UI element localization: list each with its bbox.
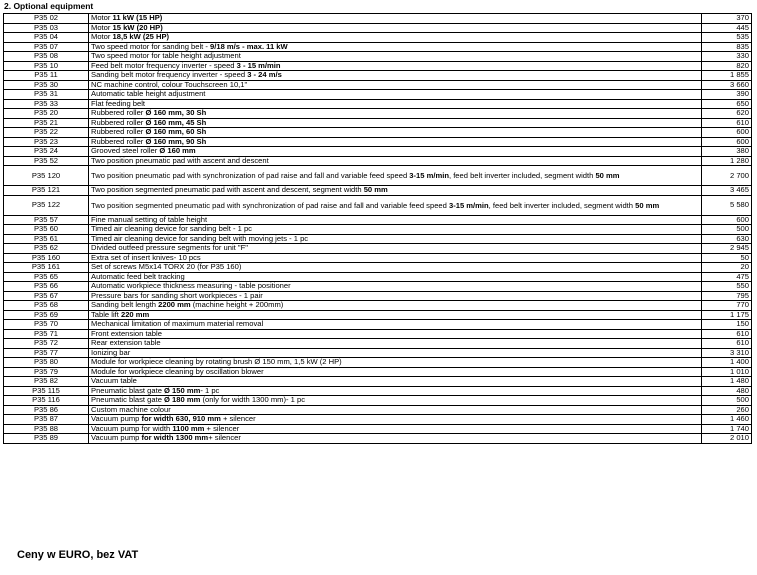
item-price: 50: [702, 253, 752, 263]
item-description: [89, 61, 702, 71]
table-row: [4, 23, 752, 33]
item-code: P35 61: [4, 234, 89, 244]
item-code: P35 77: [4, 348, 89, 358]
description-bold-part: Ø 160 mm: [159, 146, 196, 156]
description-part: Two position pneumatic pad with ascent and descent: [91, 156, 269, 165]
table-row: [4, 348, 752, 358]
table-row: [4, 434, 752, 444]
table-row: [4, 71, 752, 81]
item-code: P35 160: [4, 253, 89, 263]
description-part: Rubbered roller: [91, 108, 146, 118]
description-bold-part: Ø 160 mm, 60 Sh: [145, 127, 207, 137]
item-code: P35 69: [4, 310, 89, 320]
item-price: 610: [702, 339, 752, 349]
item-code: P35 57: [4, 215, 89, 225]
table-row: [4, 424, 752, 434]
item-code: P35 80: [4, 358, 89, 368]
item-price: 20: [702, 263, 752, 273]
item-description: [89, 329, 702, 339]
description-part: Rubbered roller: [91, 118, 146, 127]
description-part: Automatic workpiece thickness measuring - table positioner: [91, 281, 291, 291]
item-price: 610: [702, 329, 752, 339]
table-row: [4, 215, 752, 225]
description-bold-part: 9/18 m/s - max. 11 kW: [210, 42, 288, 51]
section-heading: 2. Optional equipment: [4, 1, 94, 11]
item-description: [89, 386, 702, 396]
item-price: 650: [702, 99, 752, 109]
description-bold-part: 15 kW (20 HP): [112, 23, 163, 32]
description-part: Timed air cleaning device for sanding belt with moving jets - 1 pc: [91, 234, 309, 243]
table-row: [4, 99, 752, 109]
item-code: P35 72: [4, 339, 89, 349]
item-price: 150: [702, 320, 752, 330]
table-row: [4, 156, 752, 166]
table-row: [4, 244, 752, 254]
item-description: [89, 424, 702, 434]
description-part: Rear extension table: [91, 338, 161, 348]
table-row: [4, 339, 752, 349]
item-code: P35 86: [4, 405, 89, 415]
description-part: Vacuum pump: [91, 414, 142, 424]
item-description: [89, 320, 702, 330]
item-description: [89, 225, 702, 235]
description-part: Rubbered roller: [91, 127, 146, 137]
item-code: P35 10: [4, 61, 89, 71]
description-bold-part: for width 1300 mm: [141, 433, 209, 443]
description-part: Module for workpiece cleaning by rotating brush Ø 150 mm, 1,5 kW (2 HP): [91, 357, 342, 367]
table-row: [4, 396, 752, 406]
item-code: P35 04: [4, 33, 89, 43]
item-price: 3 310: [702, 348, 752, 358]
table-row: [4, 80, 752, 90]
description-bold-part: 1100 mm: [172, 424, 205, 433]
item-price: 260: [702, 405, 752, 415]
description-part: Two speed motor for table height adjustment: [91, 51, 241, 61]
item-price: 600: [702, 137, 752, 147]
table-row: [4, 147, 752, 157]
item-code: P35 03: [4, 23, 89, 33]
description-part: Automatic table height adjustment: [91, 89, 206, 99]
table-row: [4, 329, 752, 339]
description-bold-part: 50 mm: [635, 200, 660, 210]
item-price: 795: [702, 291, 752, 301]
description-part: Extra set of insert knives- 10 pcs: [91, 253, 201, 262]
item-price: 2 010: [702, 434, 752, 444]
table-row: [4, 109, 752, 119]
description-part: Flat feeding belt: [91, 99, 146, 108]
table-row: [4, 225, 752, 235]
item-description: [89, 215, 702, 225]
table-row: [4, 61, 752, 71]
description-part: Sanding belt motor frequency inverter - speed: [91, 70, 248, 80]
item-price: 1 480: [702, 377, 752, 387]
item-price: 480: [702, 386, 752, 396]
description-part: Grooved steel roller: [91, 146, 160, 156]
item-price: 330: [702, 52, 752, 62]
description-part: (only for width 1300 mm)- 1 pc: [200, 395, 306, 405]
item-code: P35 70: [4, 320, 89, 330]
item-price: 1 010: [702, 367, 752, 377]
item-description: [89, 358, 702, 368]
item-description: [89, 253, 702, 263]
table-row: [4, 195, 752, 215]
description-part: Rubbered roller: [91, 137, 146, 146]
item-price: 550: [702, 282, 752, 292]
item-code: P35 68: [4, 301, 89, 311]
item-code: P35 31: [4, 90, 89, 100]
item-price: 620: [702, 109, 752, 119]
table-row: [4, 367, 752, 377]
description-part: Custom machine colour: [91, 405, 171, 414]
item-code: P35 07: [4, 42, 89, 52]
description-part: + silencer: [204, 424, 240, 433]
item-price: 445: [702, 23, 752, 33]
item-price: 2 700: [702, 166, 752, 186]
item-description: [89, 186, 702, 196]
item-code: P35 02: [4, 14, 89, 24]
item-price: 5 580: [702, 195, 752, 215]
description-bold-part: Ø 150 mm: [164, 386, 201, 395]
item-code: P35 66: [4, 282, 89, 292]
table-row: [4, 253, 752, 263]
description-bold-part: 11 kW (15 HP): [112, 13, 163, 23]
item-code: P35 21: [4, 118, 89, 128]
description-part: Table lift: [91, 310, 121, 319]
table-row: [4, 118, 752, 128]
table-body: [4, 14, 752, 444]
item-description: [89, 52, 702, 62]
description-bold-part: Ø 160 mm, 30 Sh: [145, 108, 207, 118]
description-part: Two position segmented pneumatic pad with synchronization of pad raise and fall and variable feed speed: [91, 200, 449, 210]
item-description: [89, 166, 702, 186]
item-price: 3 465: [702, 186, 752, 196]
item-price: 500: [702, 225, 752, 235]
item-price: 500: [702, 396, 752, 406]
description-bold-part: 50 mm: [363, 185, 388, 195]
description-part: Front extension table: [91, 329, 162, 338]
table-row: [4, 42, 752, 52]
item-description: [89, 301, 702, 311]
description-bold-part: Ø 180 mm: [164, 395, 201, 405]
item-code: P35 88: [4, 424, 89, 434]
table-row: [4, 301, 752, 311]
table-row: [4, 405, 752, 415]
table-row: [4, 415, 752, 425]
currency-note: Ceny w EURO, bez VAT: [17, 549, 139, 561]
table-row: [4, 166, 752, 186]
item-code: P35 11: [4, 71, 89, 81]
item-price: 1 400: [702, 358, 752, 368]
item-code: P35 24: [4, 147, 89, 157]
description-part: + silencer: [220, 414, 256, 424]
table-row: [4, 234, 752, 244]
item-price: 370: [702, 14, 752, 24]
item-code: P35 116: [4, 396, 89, 406]
item-description: [89, 263, 702, 273]
item-description: [89, 156, 702, 166]
table-row: [4, 137, 752, 147]
table-row: [4, 128, 752, 138]
table-row: [4, 186, 752, 196]
item-description: [89, 137, 702, 147]
description-part: Vacuum pump for width: [91, 424, 173, 433]
description-part: Sanding belt length: [91, 300, 159, 310]
description-bold-part: 3 - 24 m/s: [247, 70, 282, 80]
table-row: [4, 272, 752, 282]
table-row: [4, 377, 752, 387]
description-part: - 1 pc: [200, 386, 220, 395]
item-price: 1 855: [702, 71, 752, 81]
item-code: P35 115: [4, 386, 89, 396]
item-description: [89, 415, 702, 425]
item-description: [89, 42, 702, 52]
item-description: [89, 244, 702, 254]
table-row: [4, 52, 752, 62]
table-row: [4, 90, 752, 100]
item-price: 600: [702, 215, 752, 225]
description-bold-part: 220 mm: [120, 310, 150, 319]
item-code: P35 23: [4, 137, 89, 147]
item-description: [89, 80, 702, 90]
description-part: Pressure bars for sanding short workpieces - 1 pair: [91, 291, 263, 300]
description-bold-part: 3 - 15 m/min: [236, 61, 281, 70]
item-code: P35 65: [4, 272, 89, 282]
item-code: P35 82: [4, 377, 89, 387]
item-code: P35 08: [4, 52, 89, 62]
item-code: P35 89: [4, 434, 89, 444]
item-code: P35 22: [4, 128, 89, 138]
description-part: Motor: [91, 23, 113, 32]
item-price: 600: [702, 128, 752, 138]
table-row: [4, 33, 752, 43]
item-price: 535: [702, 33, 752, 43]
item-code: P35 122: [4, 195, 89, 215]
description-part: Ionizing bar: [91, 348, 131, 357]
item-code: P35 33: [4, 99, 89, 109]
item-description: [89, 195, 702, 215]
description-part: Module for workpiece cleaning by oscillation blower: [91, 367, 264, 376]
item-code: P35 121: [4, 186, 89, 196]
item-price: 820: [702, 61, 752, 71]
table-row: [4, 291, 752, 301]
item-price: 630: [702, 234, 752, 244]
description-part: Set of screws M5x14 TORX 20 (for P35 160): [91, 262, 242, 272]
description-bold-part: Ø 160 mm, 90 Sh: [145, 137, 207, 146]
description-part: Motor: [91, 32, 113, 42]
description-part: Pneumatic blast gate: [91, 395, 165, 405]
item-code: P35 79: [4, 367, 89, 377]
item-price: 3 660: [702, 80, 752, 90]
description-part: Fine manual setting of table height: [91, 215, 208, 224]
description-bold-part: for width 630, 910 mm: [141, 414, 221, 424]
item-code: P35 87: [4, 415, 89, 425]
item-description: [89, 348, 702, 358]
item-description: [89, 272, 702, 282]
description-part: + silencer: [208, 433, 241, 443]
optional-equipment-table: [3, 13, 752, 444]
item-description: [89, 90, 702, 100]
description-part: (machine height + 200mm): [190, 300, 284, 310]
item-description: [89, 147, 702, 157]
description-part: Vacuum pump: [91, 433, 142, 443]
item-description: [89, 367, 702, 377]
item-code: P35 161: [4, 263, 89, 273]
description-part: NC machine control, colour Touchscreen 10,1": [91, 80, 248, 89]
item-description: [89, 234, 702, 244]
item-code: P35 30: [4, 80, 89, 90]
table-row: [4, 14, 752, 24]
item-price: 1 740: [702, 424, 752, 434]
description-bold-part: 18,5 kW (25 HP): [112, 32, 170, 42]
description-part: Automatic feed belt tracking: [91, 272, 185, 281]
item-code: P35 20: [4, 109, 89, 119]
item-price: 475: [702, 272, 752, 282]
item-code: P35 67: [4, 291, 89, 301]
item-description: [89, 291, 702, 301]
item-description: [89, 118, 702, 128]
description-part: Divided outfeed pressure segments for unit "F": [91, 243, 248, 253]
description-part: Timed air cleaning device for sanding belt - 1 pc: [91, 224, 252, 234]
description-bold-part: 3-15 m/min: [409, 171, 449, 180]
item-description: [89, 14, 702, 24]
description-bold-part: Ø 160 mm, 45 Sh: [145, 118, 207, 127]
table-row: [4, 263, 752, 273]
table-row: [4, 386, 752, 396]
description-part: , feed belt inverter included, segment width: [488, 200, 636, 210]
description-part: Feed belt motor frequency inverter - speed: [91, 61, 237, 70]
item-code: P35 71: [4, 329, 89, 339]
item-description: [89, 339, 702, 349]
item-description: [89, 396, 702, 406]
table-row: [4, 310, 752, 320]
item-description: [89, 377, 702, 387]
item-description: [89, 128, 702, 138]
description-bold-part: 50 mm: [595, 171, 620, 180]
table-row: [4, 320, 752, 330]
item-description: [89, 99, 702, 109]
item-description: [89, 71, 702, 81]
table-row: [4, 358, 752, 368]
description-part: Two position pneumatic pad with synchronization of pad raise and fall and variable feed speed: [91, 171, 410, 180]
item-description: [89, 434, 702, 444]
item-price: 770: [702, 301, 752, 311]
description-part: Motor: [91, 13, 113, 23]
table-row: [4, 282, 752, 292]
description-part: Two position segmented pneumatic pad with ascent and descent, segment width: [91, 185, 364, 195]
description-bold-part: 2200 mm: [158, 300, 191, 310]
description-part: Vacuum table: [91, 376, 137, 386]
item-description: [89, 33, 702, 43]
item-code: P35 120: [4, 166, 89, 186]
item-description: [89, 282, 702, 292]
item-price: 2 945: [702, 244, 752, 254]
item-price: 610: [702, 118, 752, 128]
item-price: 835: [702, 42, 752, 52]
description-part: , feed belt inverter included, segment width: [448, 171, 596, 180]
item-price: 1 175: [702, 310, 752, 320]
item-code: P35 52: [4, 156, 89, 166]
item-description: [89, 405, 702, 415]
description-bold-part: 3-15 m/min: [448, 200, 489, 210]
item-price: 380: [702, 147, 752, 157]
item-code: P35 60: [4, 225, 89, 235]
item-code: P35 62: [4, 244, 89, 254]
description-part: Two speed motor for sanding belt -: [91, 42, 211, 51]
item-price: 1 280: [702, 156, 752, 166]
item-description: [89, 109, 702, 119]
description-part: Pneumatic blast gate: [91, 386, 165, 395]
item-price: 1 460: [702, 415, 752, 425]
item-description: [89, 310, 702, 320]
item-price: 390: [702, 90, 752, 100]
item-description: [89, 23, 702, 33]
description-part: Mechanical limitation of maximum material removal: [91, 319, 264, 329]
